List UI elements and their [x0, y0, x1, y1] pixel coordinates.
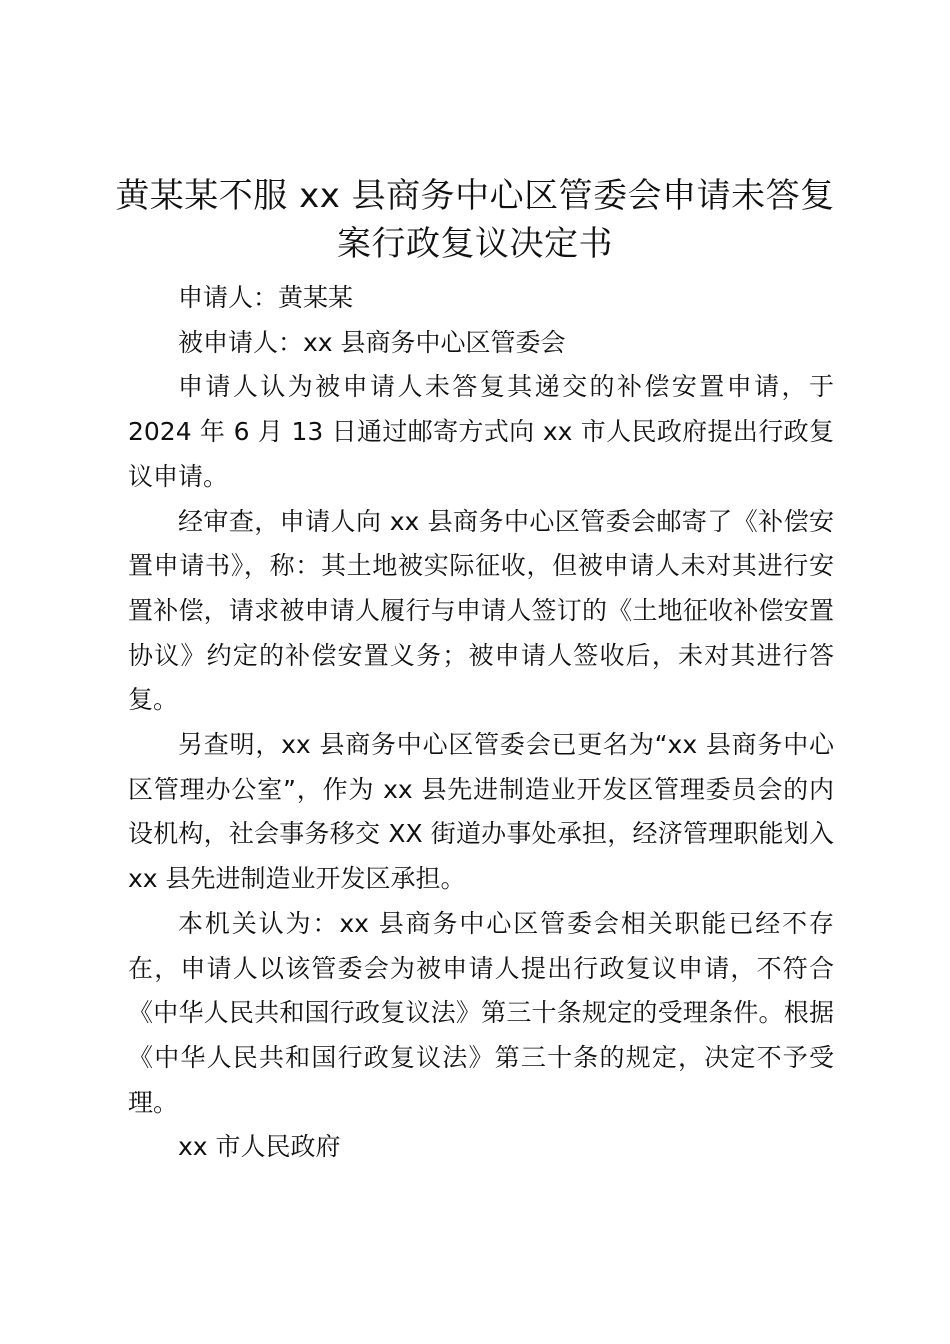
paragraph-decision: 本机关认为：xx 县商务中心区管委会相关职能已经不存在，申请人以该管委会为被申请人提出行政复议申请，不符合《中华人民共和国行政复议法》第三十条规定的受理条件。根据《中华人民共和国行政复议法》第三十条的规定，决定不予受理。: [128, 908, 834, 1117]
paragraph-further-finding: 另查明，xx 县商务中心区管委会已更名为“xx 县商务中心区管理办公室”，作为 xx 县先进制造业开发区管理委员会的内设机构，社会事务移交 XX 街道办事处承担，经济管理职能划入 xx 县先进制造业开发区承担。: [128, 730, 834, 894]
paragraph-review: 经审查，申请人向 xx 县商务中心区管委会邮寄了《补偿安置申请书》，称：其土地被实际征收，但被申请人未对其进行安置补偿，请求被申请人履行与申请人签订的《土地征收补偿安置协议》约定的补偿安置义务；被申请人签收后，未对其进行答复。: [128, 506, 834, 715]
document-body: [128, 276, 834, 1170]
applicant-line: 申请人：黄某某: [178, 283, 354, 312]
respondent-line: 被申请人：xx 县商务中心区管委会: [178, 327, 566, 357]
paragraph-application: 申请人认为被申请人未答复其递交的补偿安置申请，于2024 年 6 月 13 日通过邮寄方式向 xx 市人民政府提出行政复议申请。: [128, 372, 834, 491]
document-title: 黄某某不服 xx 县商务中心区管委会申请未答复案行政复议决定书: [115, 176, 835, 264]
signature-line: xx 市人民政府: [178, 1132, 341, 1162]
